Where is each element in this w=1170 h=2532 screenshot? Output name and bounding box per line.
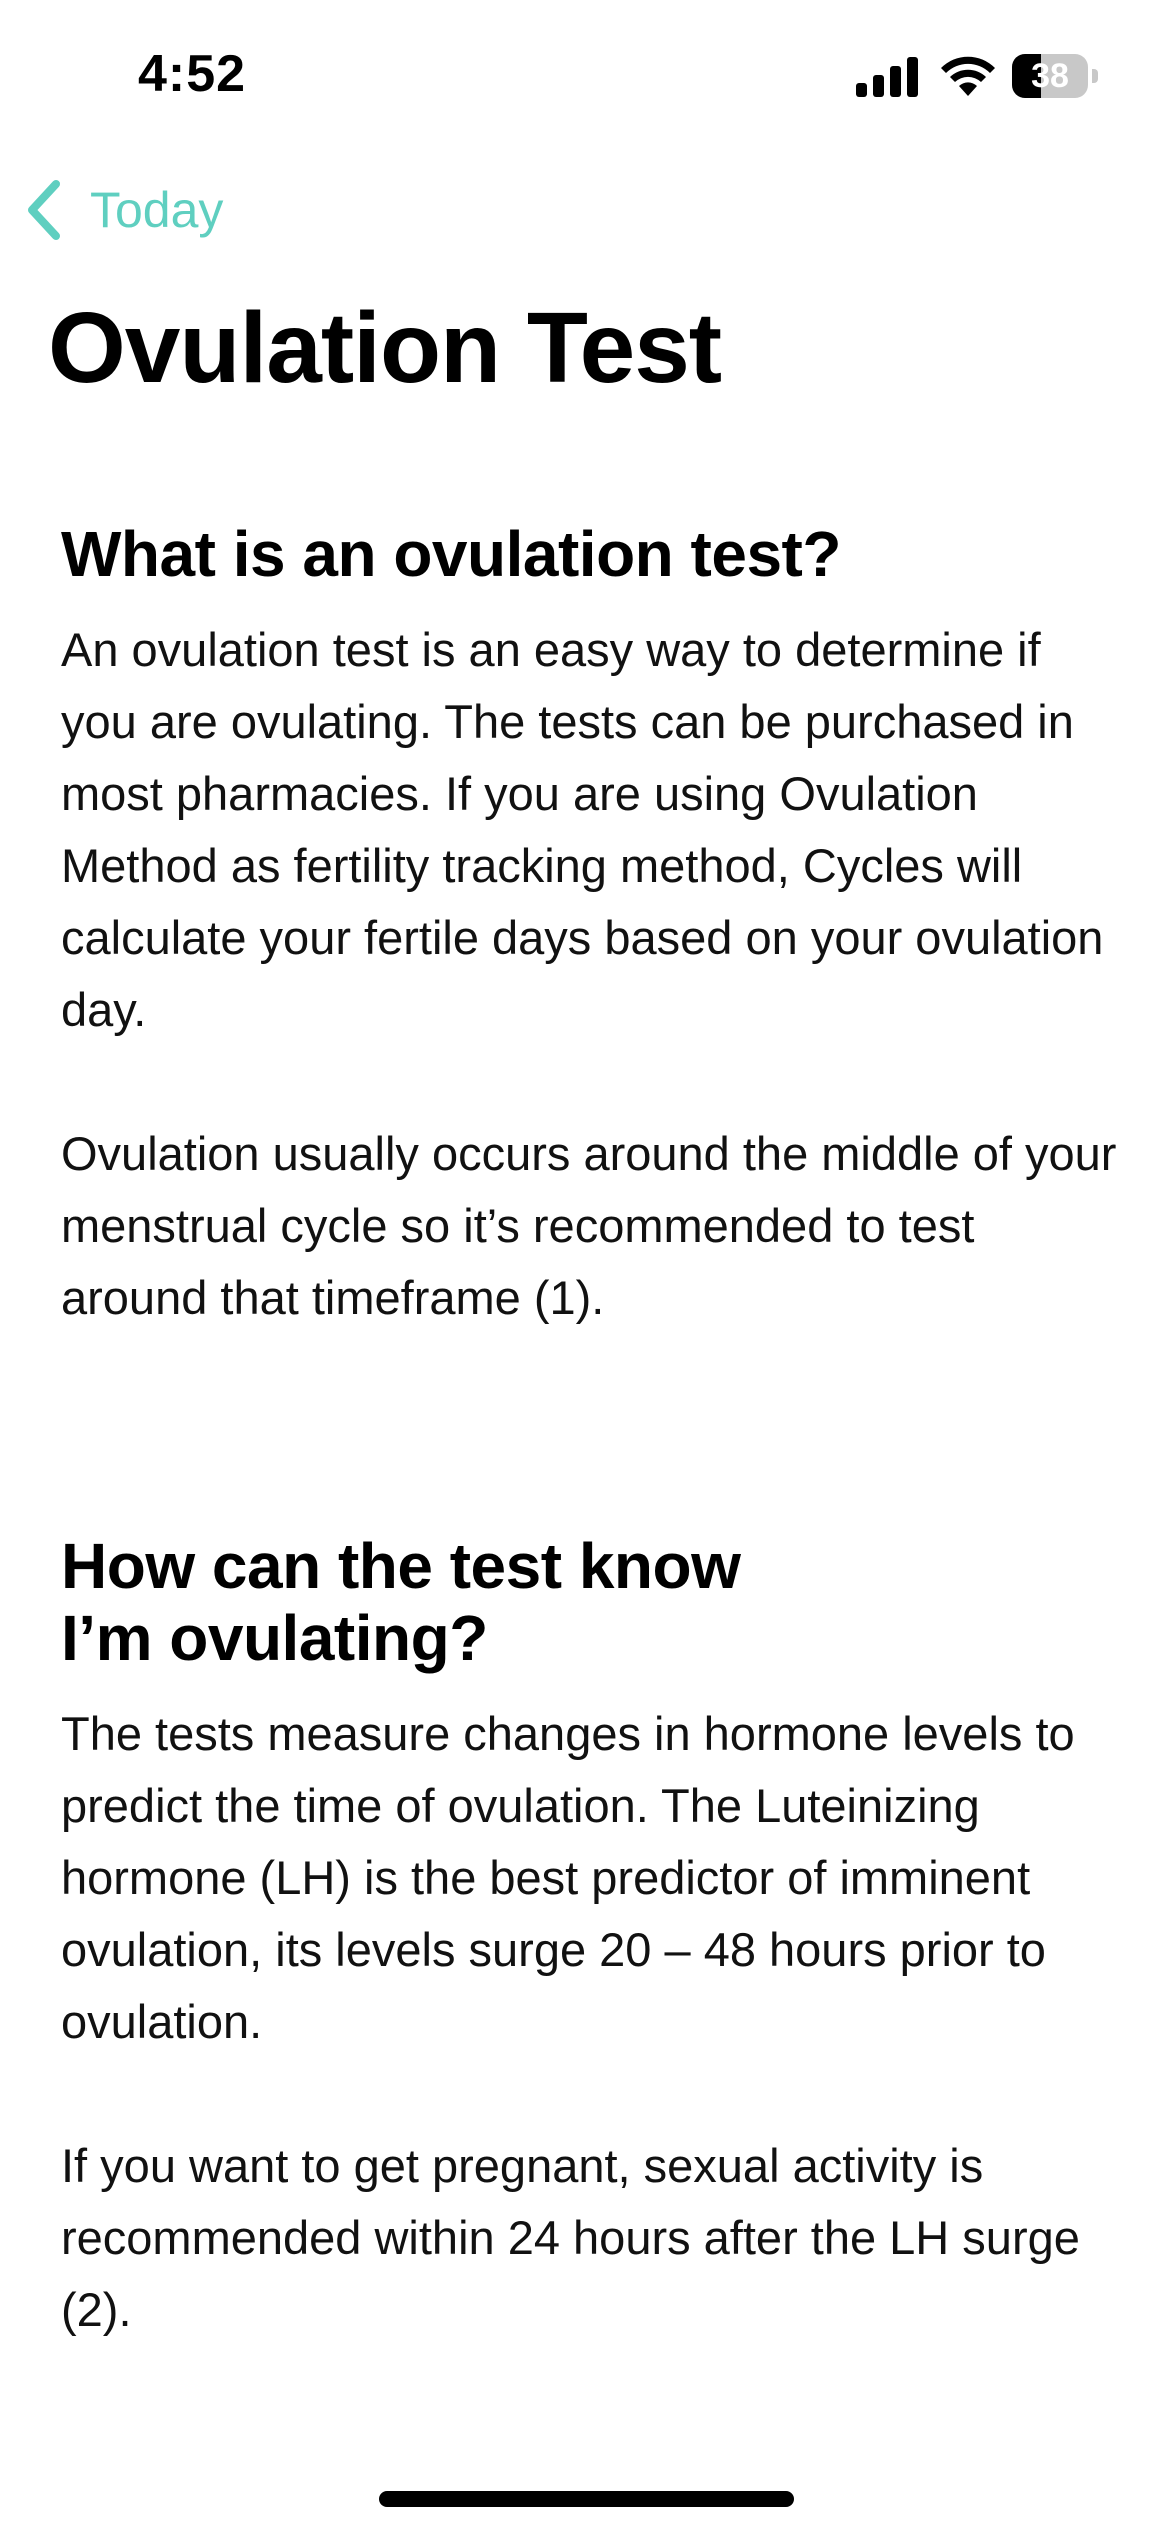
chevron-left-icon	[24, 180, 64, 240]
paragraph: Ovulation usually occurs around the middle of your menstrual cycle so it’s recommended to test around that timeframe (1).	[61, 1127, 1117, 1324]
battery-level: 38	[1031, 57, 1069, 95]
paragraph: The tests measure changes in hormone levels to predict the time of ovulation. The Luteinizing hormone (LH) is the best predictor of imminent ovulation, its levels surge 20 – 48 hours prior to ovulation.	[61, 1707, 1075, 2048]
status-bar	[0, 0, 1170, 150]
section-heading: How can the test know I’m ovulating?	[61, 1530, 741, 1674]
paragraph: An ovulation test is an easy way to determine if you are ovulating. The tests can be purchased in most pharmacies. If you are using Ovulation Method as fertility tracking method, Cycles will calculate your fertile days based on your ovulation day.	[61, 623, 1104, 1036]
home-indicator[interactable]	[379, 2491, 794, 2507]
paragraph: If you want to get pregnant, sexual activity is recommended within 24 hours after the LH surge (2).	[61, 2139, 1080, 2336]
section-how-know	[61, 1530, 1121, 2346]
battery-icon	[1012, 54, 1098, 98]
status-time: 4:52	[138, 45, 247, 103]
cellular-signal-icon	[856, 57, 918, 97]
article-content	[61, 518, 1121, 2346]
section-heading: What is an ovulation test?	[61, 518, 841, 590]
back-label: Today	[90, 182, 224, 238]
section-what-is	[61, 518, 1121, 1334]
wifi-icon	[940, 52, 996, 96]
back-button[interactable]	[24, 170, 223, 250]
page-title: Ovulation Test	[48, 292, 722, 404]
